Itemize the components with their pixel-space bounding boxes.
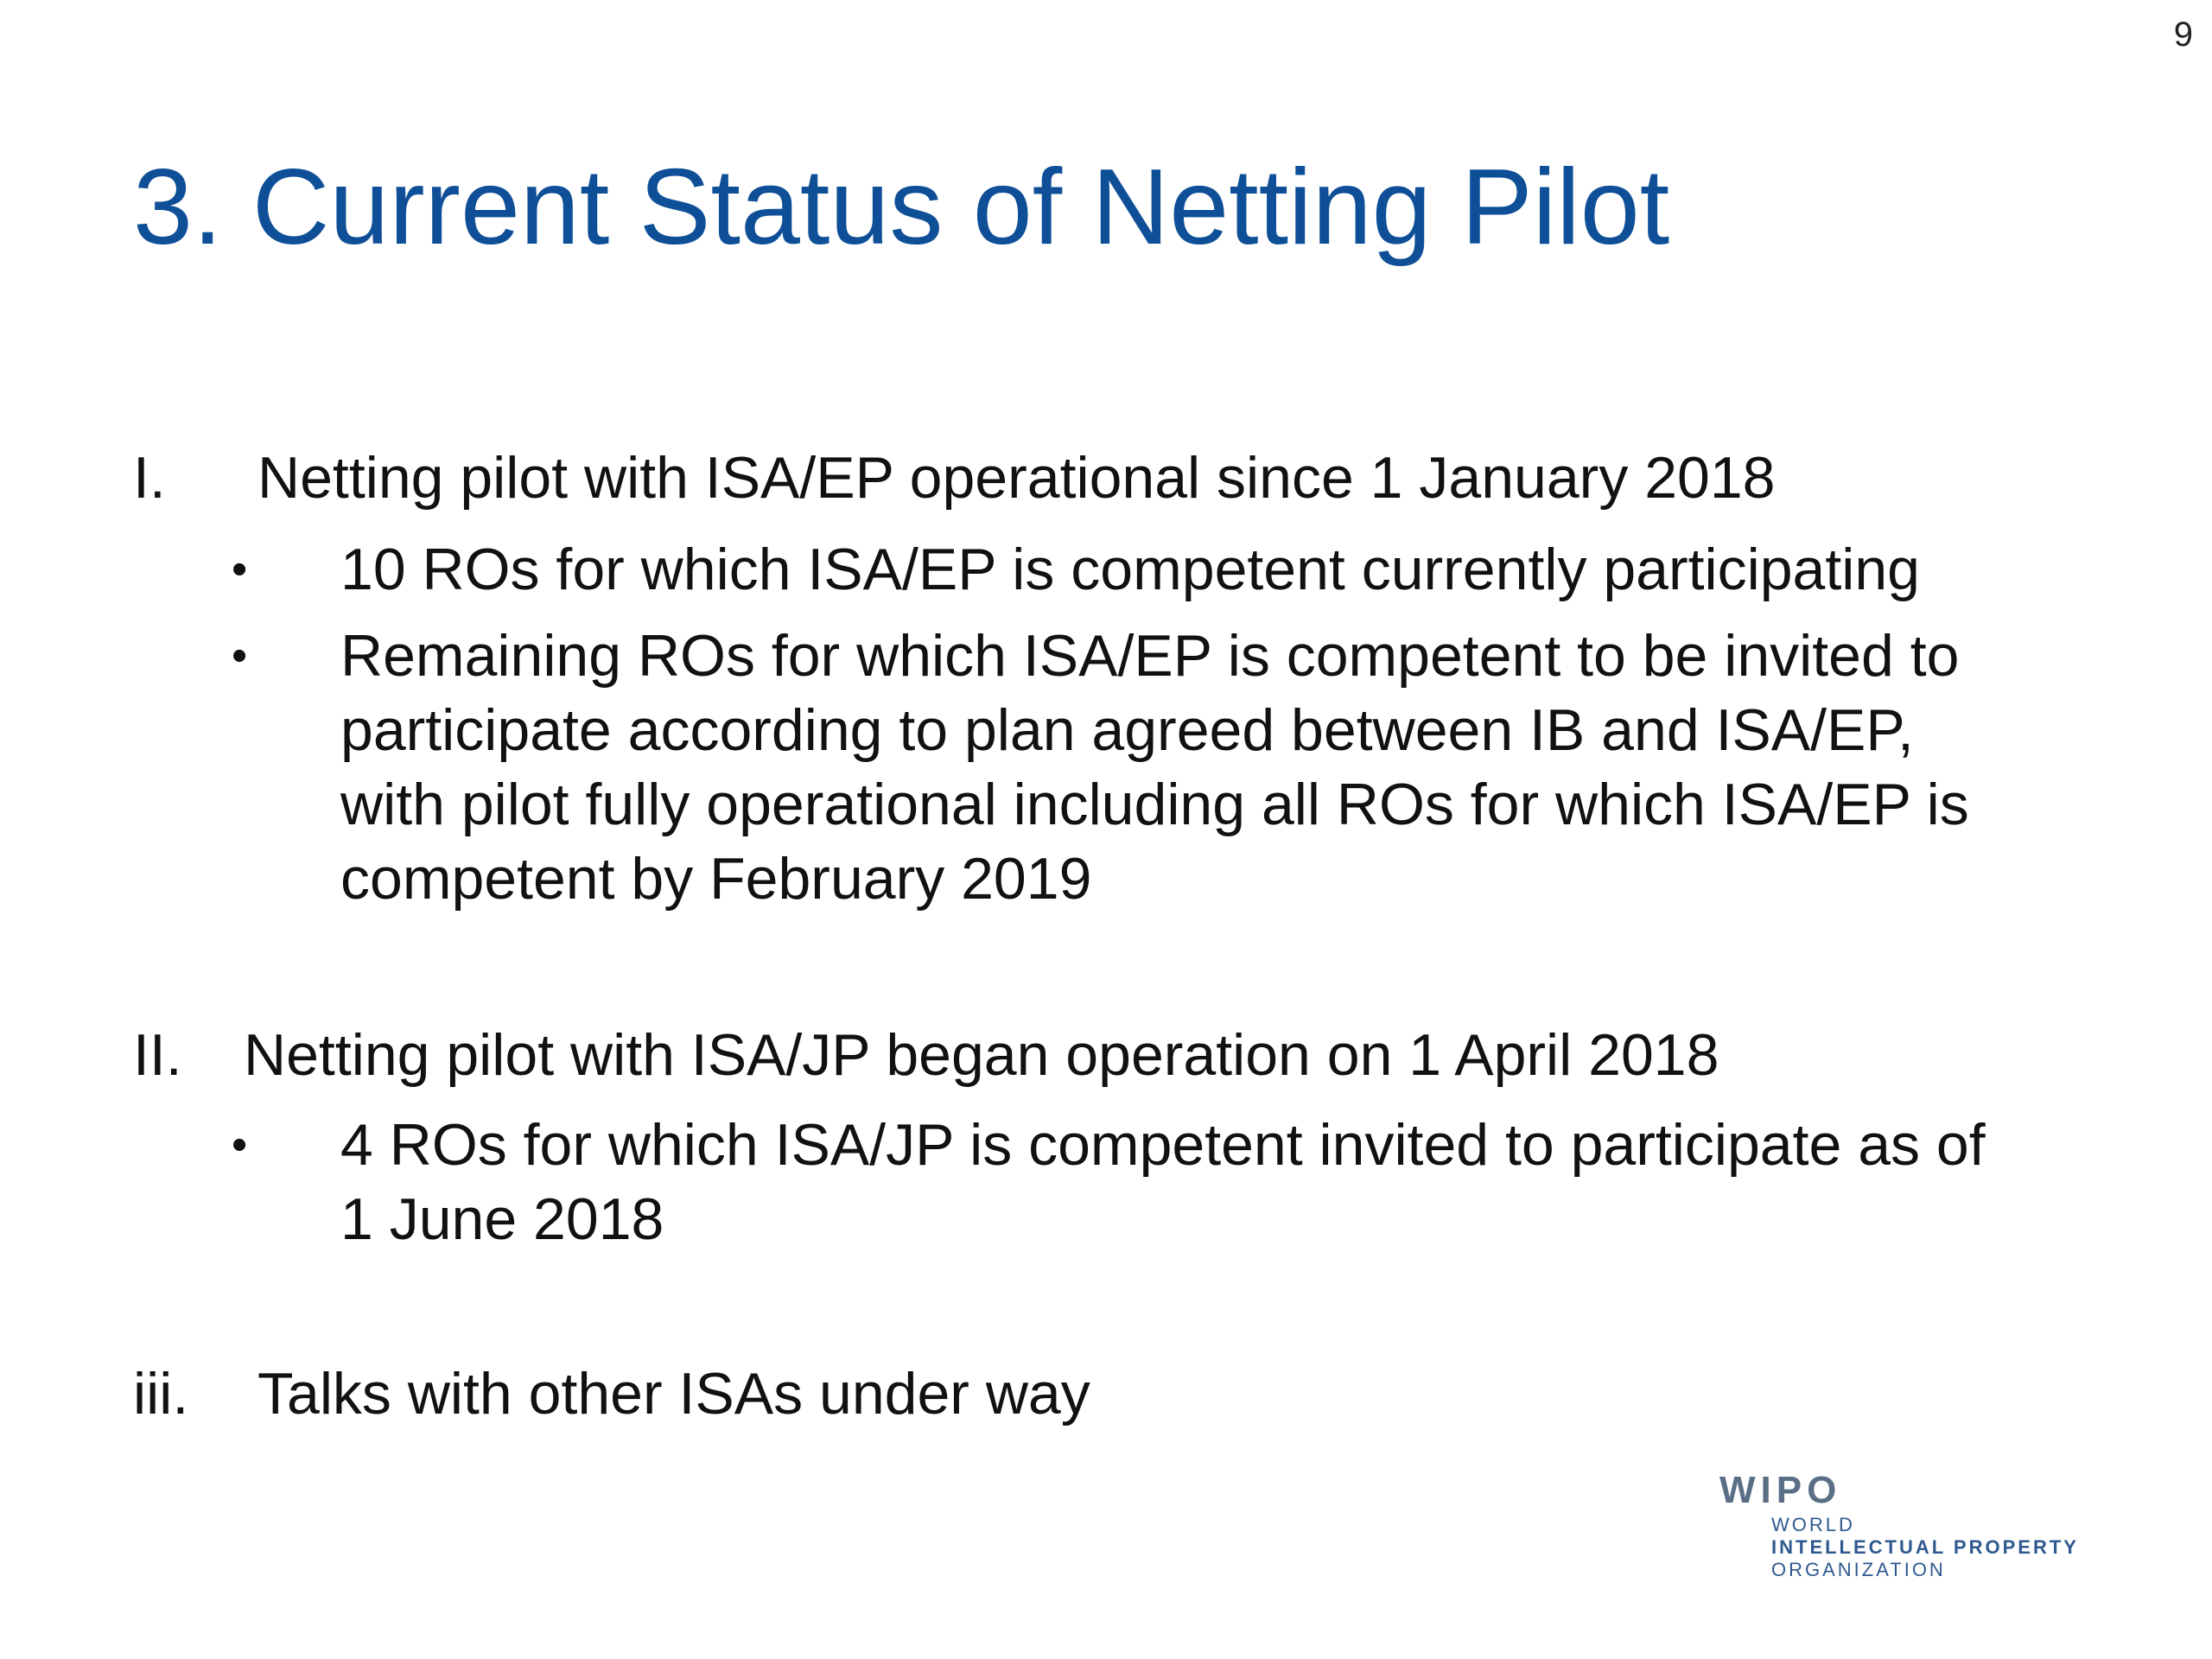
- section-1-bullet-1: 10 ROs for which ISA/EP is competent currently participating: [340, 537, 1920, 602]
- section-1-heading: Netting pilot with ISA/EP operational since 1 January 2018: [257, 445, 1776, 511]
- wipo-logo: [1719, 1469, 2126, 1590]
- bullet-icon: •: [232, 1120, 248, 1170]
- wipo-line-2: INTELLECTUAL PROPERTY: [1771, 1536, 2079, 1558]
- section-2-numeral: II.: [133, 1022, 182, 1088]
- bullet-icon: •: [232, 631, 248, 681]
- section-3-numeral: iii.: [133, 1361, 189, 1427]
- section-2-heading: Netting pilot with ISA/JP began operation on 1 April 2018: [244, 1022, 1719, 1088]
- section-1-bullet-2: Remaining ROs for which ISA/EP is competent to be invited to participate according to plan agreed between IB and ISA/EP, with pilot fully operational including all ROs for which ISA/EP is competent by February 2019: [340, 623, 1969, 912]
- section-3-heading: Talks with other ISAs under way: [257, 1361, 1090, 1427]
- slide-title: 3. Current Status of Netting Pilot: [133, 148, 1670, 267]
- section-1-numeral: I.: [133, 445, 166, 511]
- wipo-acronym: WIPO: [1719, 1469, 1842, 1511]
- wipo-line-3: ORGANIZATION: [1771, 1559, 1946, 1580]
- page-number: 9: [2173, 16, 2193, 54]
- bullet-icon: •: [232, 544, 248, 594]
- section-2-bullet-1: 4 ROs for which ISA/JP is competent invited to participate as of 1 June 2018: [340, 1112, 1986, 1252]
- wipo-line-1: WORLD: [1771, 1514, 1855, 1535]
